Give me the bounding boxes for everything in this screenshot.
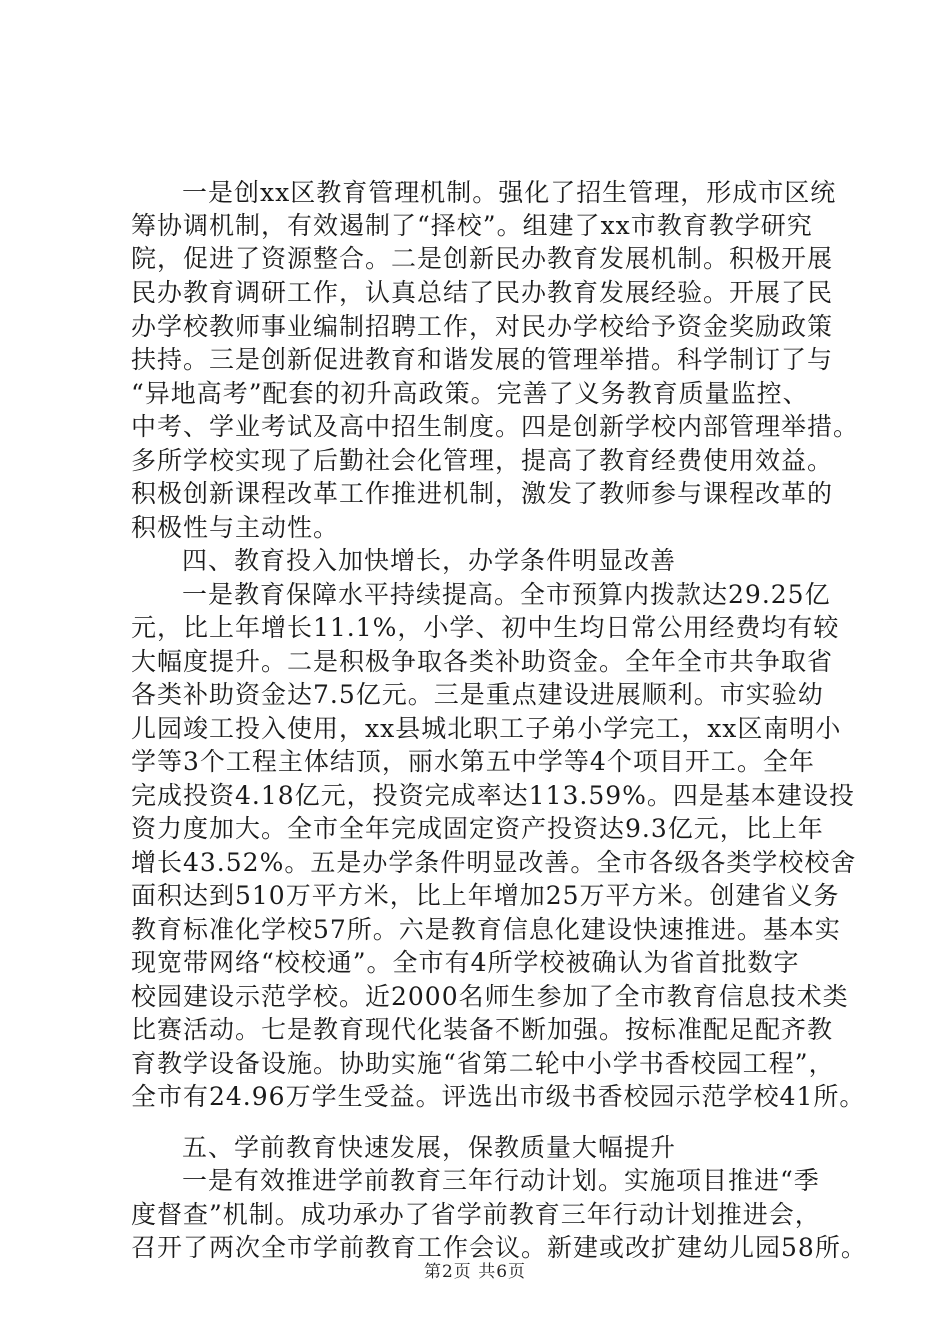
paragraph-line: 一是创xx区教育管理机制。强化了招生管理，形成市区统 <box>182 178 837 207</box>
paragraph-line: 筹协调机制，有效遏制了“择校”。组建了xx市教育教学研究 <box>131 211 813 240</box>
paragraph-line: 召开了两次全市学前教育工作会议。新建或改扩建幼儿园58所。 <box>131 1233 867 1262</box>
paragraph-line: 面积达到510万平方米，比上年增加25万平方米。创建省义务 <box>131 881 840 910</box>
paragraph-line: 多所学校实现了后勤社会化管理，提高了教育经费使用效益。 <box>131 446 834 475</box>
paragraph-line: 学等3个工程主体结顶，丽水第五中学等4个项目开工。全年 <box>131 747 815 776</box>
section-heading: 四、教育投入加快增长，办学条件明显改善 <box>182 546 677 575</box>
paragraph-line: 元，比上年增长11.1%，小学、初中生均日常公用经费均有较 <box>131 613 840 642</box>
paragraph-line: 教育标准化学校57所。六是教育信息化建设快速推进。基本实 <box>131 915 841 944</box>
page-footer: 第2页 共6页 <box>423 1262 527 1282</box>
paragraph-line: 比赛活动。七是教育现代化装备不断加强。按标准配足配齐教 <box>131 1015 834 1044</box>
paragraph-line: 民办教育调研工作，认真总结了民办教育发展经验。开展了民 <box>131 278 834 307</box>
paragraph-line: 一是教育保障水平持续提高。全市预算内拨款达29.25亿 <box>182 580 831 609</box>
paragraph-line: 完成投资4.18亿元，投资完成率达113.59%。四是基本建设投 <box>131 781 855 810</box>
paragraph-line: 各类补助资金达7.5亿元。三是重点建设进展顺利。市实验幼 <box>131 680 824 709</box>
paragraph-line: 资力度加大。全市全年完成固定资产投资达9.3亿元，比上年 <box>131 814 824 843</box>
paragraph-line: 积极性与主动性。 <box>131 513 340 542</box>
section-heading: 五、学前教育快速发展，保教质量大幅提升 <box>182 1133 677 1162</box>
paragraph-line: 度督查”机制。成功承办了省学前教育三年行动计划推进会， <box>131 1200 821 1229</box>
paragraph-line: 大幅度提升。二是积极争取各类补助资金。全年全市共争取省 <box>131 647 834 676</box>
paragraph-line: 扶持。三是创新促进教育和谐发展的管理举措。科学制订了与 <box>131 345 834 374</box>
paragraph-line: 院，促进了资源整合。二是创新民办教育发展机制。积极开展 <box>131 244 834 273</box>
paragraph-line: 现宽带网络“校校通”。全市有4所学校被确认为省首批数字 <box>131 948 800 977</box>
paragraph-line: 积极创新课程改革工作推进机制，激发了教师参与课程改革的 <box>131 479 834 508</box>
paragraph-line: 育教学设备设施。协助实施“省第二轮中小学书香校园工程”， <box>131 1049 835 1078</box>
paragraph-line: “异地高考”配套的初升高政策。完善了义务教育质量监控、 <box>131 379 809 408</box>
paragraph-line: 增长43.52%。五是办学条件明显改善。全市各级各类学校校舍 <box>131 848 857 877</box>
paragraph-line: 一是有效推进学前教育三年行动计划。实施项目推进“季 <box>182 1166 820 1195</box>
paragraph-line: 中考、学业考试及高中招生制度。四是创新学校内部管理举措。 <box>131 412 860 441</box>
paragraph-line: 办学校教师事业编制招聘工作，对民办学校给予资金奖励政策 <box>131 312 834 341</box>
paragraph-line: 儿园竣工投入使用，xx县城北职工子弟小学完工，xx区南明小 <box>131 714 842 743</box>
paragraph-line: 全市有24.96万学生受益。评选出市级书香校园示范学校41所。 <box>131 1082 866 1111</box>
paragraph-line: 校园建设示范学校。近2000名师生参加了全市教育信息技术类 <box>131 982 849 1011</box>
